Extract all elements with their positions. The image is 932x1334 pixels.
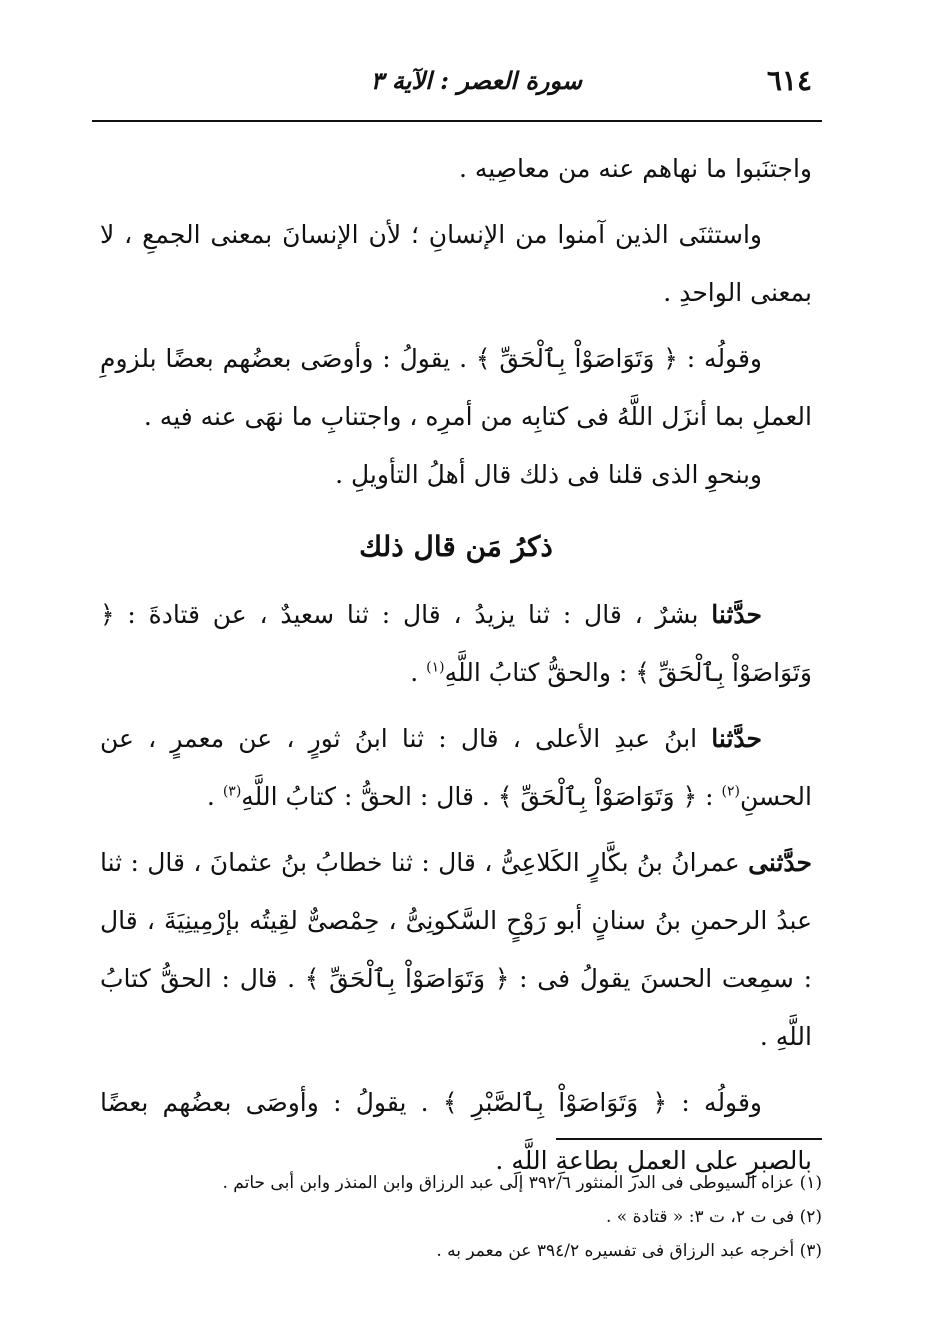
running-title: سورة العصر : الآية ٣ [370,66,582,95]
hadith-3-lead: حدَّثنى [748,848,813,877]
main-text [100,140,812,1190]
hadith-2-end: . [206,782,223,811]
hadith-3-text: عمرانُ بنُ بكَّارٍ الكَلاعِىُّ ، قال : ثنا خطابُ بنُ عثمانَ ، قال : ثنا عبدُ الرحمنِ بنُ سنانٍ أبو رَوْحٍ السَّكونِىُّ ، حِمْصىٌّ لقِيتُه بإرْمِينِيَةَ ، قال : سمِعت الحسنَ يقولُ فى : ﴿ وَتَوَاصَوْاْ بِٱلْحَقِّ ﴾ . قال : الحقُّ كتابُ اللَّهِ . [100,848,812,1051]
hadith-1-end: . [410,658,427,687]
paragraph-1: واجتنَبوا ما نهاهم عنه من معاصِيه . [458,154,812,183]
footnote-ref-3: (٣) [222,783,242,800]
footnote-ref-2: (٢) [721,783,740,800]
footnote-ref-1: (١) [426,659,445,676]
paragraph-4: وبنحوِ الذى قلنا فى ذلك قال أهلُ التأويلِ . [335,460,762,489]
hadith-1-lead: حدَّثنا [711,600,762,629]
footnote-2: (٢) فى ت ٢، ت ٣: « قتادة » . [606,1207,822,1227]
hadith-2-lead: حدَّثنا [711,724,762,753]
hadith-1-text: بشرٌ ، قال : ثنا يزيدُ ، قال : ثنا سعيدٌ ، عن قتادةَ : ﴿ وَتَوَاصَوْاْ بِٱلْحَقِّ ﴾ : والحقُّ كتابُ اللَّهِ [100,600,812,687]
page-header [92,60,822,122]
page-number: ٦١٤ [766,64,812,97]
footnote-separator [556,1138,822,1140]
paragraph-5: وقولُه : ﴿ وَتَوَاصَوْاْ بِٱلصَّبْرِ ﴾ . يقولُ : وأوصَى بعضُهم بعضًا بالصبرِ على العملِ بطاعةِ اللَّهِ . [100,1088,812,1175]
hadith-2-text-1: ابنُ عبدِ الأعلى ، قال : ثنا ابنُ ثورٍ ، عن معمرٍ ، عن الحسنِ [100,724,812,811]
footnote-1: (١) عزاه السيوطى فى الدر المنثور ٣٩٢/٦ إلى عبد الرزاق وابن المنذر وابن أبى حاتم . [222,1173,822,1193]
footnote-3: (٣) أخرجه عبد الرزاق فى تفسيره ٣٩٤/٢ عن معمر به . [436,1241,822,1261]
paragraph-3: وقولُه : ﴿ وَتَوَاصَوْاْ بِٱلْحَقِّ ﴾ . يقولُ : وأوصَى بعضُهم بعضًا بلزومِ العملِ بما أنزَل اللَّهُ فى كتابِه من أمرِه ، واجتنابِ ما نهَى عنه فيه . [100,344,812,431]
hadith-2 [100,710,812,826]
section-heading: ذكرُ مَن قال ذلك [359,530,553,563]
hadith-1 [100,586,812,702]
hadith-2-text-2: : ﴿ وَتَوَاصَوْاْ بِٱلْحَقِّ ﴾ . قال : الحقُّ : كتابُ اللَّهِ [241,782,722,811]
paragraph-2: واستثنَى الذين آمنوا من الإنسانِ ؛ لأن الإنسانَ بمعنى الجمعِ ، لا بمعنى الواحدِ . [100,220,812,307]
hadith-3 [100,834,812,1066]
footnotes [100,1166,822,1268]
